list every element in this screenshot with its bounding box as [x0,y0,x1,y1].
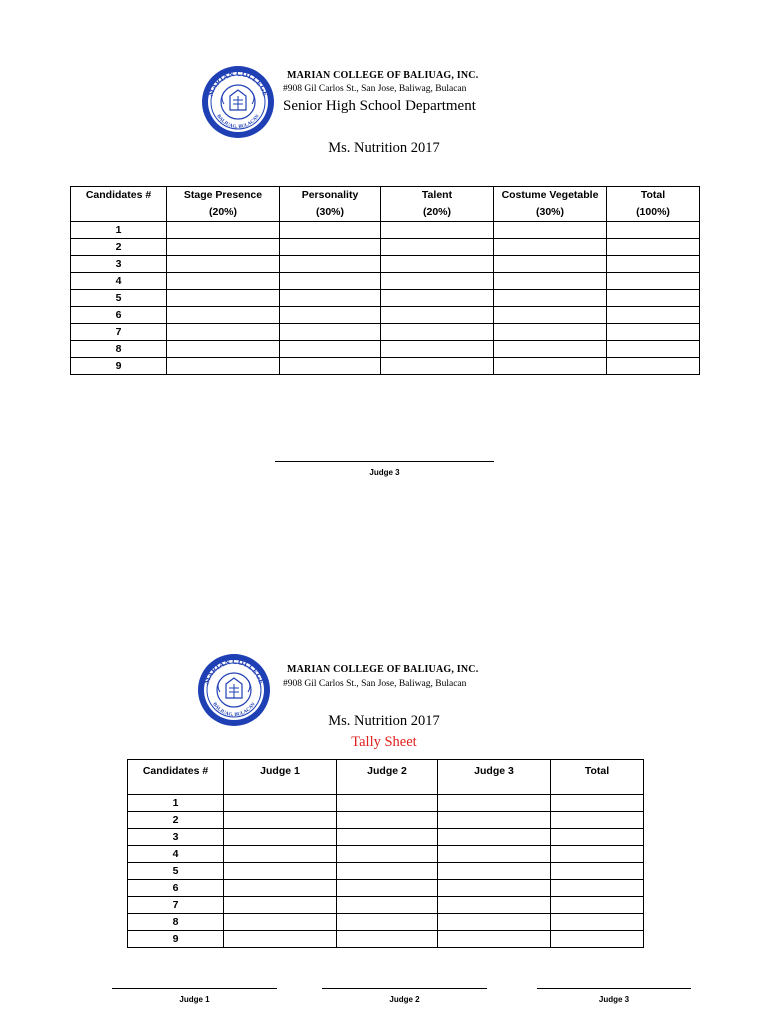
header-candidates: Candidates # [71,187,167,222]
tally-cell[interactable] [551,914,644,931]
score-cell[interactable] [494,307,607,324]
score-cell[interactable] [280,290,381,307]
tally-cell[interactable] [224,795,337,812]
candidate-number: 1 [71,222,167,239]
tally-cell[interactable] [438,897,551,914]
score-cell[interactable] [167,273,280,290]
tally-cell[interactable] [224,914,337,931]
score-cell[interactable] [381,341,494,358]
score-table [70,186,700,375]
school-seal-graphic [200,64,276,140]
tally-table-row [128,897,644,914]
tally-candidate-number: 9 [128,931,224,948]
tally-cell[interactable] [337,914,438,931]
tally-table-row [128,812,644,829]
tally-cell[interactable] [438,914,551,931]
tally-cell[interactable] [337,846,438,863]
score-table-row [71,273,700,290]
score-cell[interactable] [607,341,700,358]
tally-table-row [128,795,644,812]
seal-top-text-tally: MARIAN COLLEGE [201,656,267,686]
tally-header-judge-3: Judge 3 [438,760,551,795]
score-cell[interactable] [280,222,381,239]
tally-header-total: Total [551,760,644,795]
score-cell[interactable] [167,307,280,324]
score-cell[interactable] [381,239,494,256]
score-cell[interactable] [607,358,700,375]
school-seal [200,64,276,140]
score-cell[interactable] [494,324,607,341]
tally-header-candidates: Candidates # [128,760,224,795]
tally-table-header-row [128,760,644,795]
header-talent: Talent (20%) [381,187,494,222]
tally-cell[interactable] [551,897,644,914]
score-cell[interactable] [381,222,494,239]
score-cell[interactable] [280,273,381,290]
judge-1-signature-label: Judge 1 [179,995,210,1004]
score-cell[interactable] [381,324,494,341]
score-cell[interactable] [167,324,280,341]
judge-3-signature-line [537,988,691,989]
tally-cell[interactable] [438,812,551,829]
tally-header-judge-2: Judge 2 [337,760,438,795]
score-cell[interactable] [167,239,280,256]
score-cell[interactable] [167,256,280,273]
tally-cell[interactable] [438,863,551,880]
judge-signature-line [275,461,494,462]
score-table-row [71,256,700,273]
tally-cell[interactable] [224,931,337,948]
score-cell[interactable] [607,273,700,290]
score-cell[interactable] [280,307,381,324]
score-cell[interactable] [494,256,607,273]
candidate-number: 5 [71,290,167,307]
score-cell[interactable] [494,341,607,358]
tally-table-row [128,880,644,897]
score-table-row [71,307,700,324]
judge-3-signature-label: Judge 3 [598,995,630,1004]
score-cell[interactable] [280,341,381,358]
score-cell[interactable] [280,239,381,256]
score-cell[interactable] [381,307,494,324]
tally-candidate-number: 6 [128,880,224,897]
event-title: Ms. Nutrition 2017 [328,140,440,156]
tally-cell[interactable] [551,846,644,863]
tally-cell[interactable] [337,795,438,812]
judge-2-signature-line [322,988,487,989]
tally-cell[interactable] [438,931,551,948]
tally-cell[interactable] [551,863,644,880]
score-cell[interactable] [607,290,700,307]
tally-candidate-number: 3 [128,829,224,846]
judge-signature-label: Judge 3 [369,468,400,477]
score-table-row [71,324,700,341]
judge-2-signature-label: Judge 2 [389,995,420,1004]
candidate-number: 2 [71,239,167,256]
candidate-number: 6 [71,307,167,324]
judge-1-signature-line [112,988,277,989]
tally-header-judge-1: Judge 1 [224,760,337,795]
department-name: Senior High School Department [283,98,476,114]
school-seal-tally [196,652,272,728]
seal-bottom-text-tally: BALIUAG, BULACAN [211,702,257,719]
tally-sheet-title: Tally Sheet [351,734,417,750]
tally-cell[interactable] [337,812,438,829]
tally-cell[interactable] [337,863,438,880]
score-table-row [71,239,700,256]
score-cell[interactable] [607,324,700,341]
score-table-header-row [71,187,700,222]
score-cell[interactable] [381,273,494,290]
seal-top-text: MARIAN COLLEGE [205,68,271,98]
score-cell[interactable] [280,256,381,273]
score-cell[interactable] [167,222,280,239]
tally-table-row [128,931,644,948]
tally-candidate-number: 4 [128,846,224,863]
tally-cell[interactable] [224,863,337,880]
score-cell[interactable] [167,341,280,358]
score-table-row [71,290,700,307]
candidate-number: 3 [71,256,167,273]
score-cell[interactable] [494,358,607,375]
tally-cell[interactable] [551,829,644,846]
score-cell[interactable] [280,358,381,375]
tally-cell[interactable] [224,897,337,914]
candidate-number: 9 [71,358,167,375]
score-cell[interactable] [167,290,280,307]
score-table-row [71,341,700,358]
tally-candidate-number: 5 [128,863,224,880]
tally-cell[interactable] [438,880,551,897]
tally-candidate-number: 2 [128,812,224,829]
candidate-number: 7 [71,324,167,341]
tally-cell[interactable] [224,829,337,846]
score-cell[interactable] [381,256,494,273]
score-cell[interactable] [607,307,700,324]
school-address-tally: #908 Gil Carlos St., San Jose, Baliwag, Bulacan [283,679,467,689]
school-seal-graphic-tally [196,652,272,728]
tally-candidate-number: 8 [128,914,224,931]
tally-event-title: Ms. Nutrition 2017 [328,713,440,729]
tally-table-row [128,914,644,931]
header-personality: Personality (30%) [280,187,381,222]
tally-cell[interactable] [337,829,438,846]
tally-cell[interactable] [551,812,644,829]
score-cell[interactable] [167,358,280,375]
tally-table-row [128,863,644,880]
school-address: #908 Gil Carlos St., San Jose, Baliwag, Bulacan [283,84,467,94]
tally-candidate-number: 7 [128,897,224,914]
score-cell[interactable] [494,273,607,290]
score-cell[interactable] [381,290,494,307]
score-cell[interactable] [607,222,700,239]
tally-cell[interactable] [438,846,551,863]
tally-cell[interactable] [224,812,337,829]
header-total: Total (100%) [607,187,700,222]
candidate-number: 8 [71,341,167,358]
tally-cell[interactable] [438,829,551,846]
header-costume-vegetable: Costume Vegetable (30%) [494,187,607,222]
school-name-tally: MARIAN COLLEGE OF BALIUAG, INC. [287,664,479,675]
tally-table-row [128,829,644,846]
tally-table [127,759,644,948]
score-cell[interactable] [280,324,381,341]
score-cell[interactable] [494,239,607,256]
score-cell[interactable] [607,239,700,256]
tally-cell[interactable] [551,880,644,897]
tally-cell[interactable] [438,795,551,812]
tally-candidate-number: 1 [128,795,224,812]
score-cell[interactable] [494,222,607,239]
score-table-row [71,222,700,239]
score-cell[interactable] [494,290,607,307]
school-name: MARIAN COLLEGE OF BALIUAG, INC. [287,70,479,81]
score-table-row [71,358,700,375]
score-cell[interactable] [381,358,494,375]
tally-table-row [128,846,644,863]
candidate-number: 4 [71,273,167,290]
tally-cell[interactable] [337,931,438,948]
seal-bottom-text: BALIUAG, BULACAN [215,114,261,131]
tally-cell[interactable] [224,880,337,897]
header-stage-presence: Stage Presence (20%) [167,187,280,222]
score-cell[interactable] [607,256,700,273]
tally-cell[interactable] [224,846,337,863]
tally-cell[interactable] [551,795,644,812]
tally-cell[interactable] [337,897,438,914]
tally-cell[interactable] [551,931,644,948]
tally-cell[interactable] [337,880,438,897]
